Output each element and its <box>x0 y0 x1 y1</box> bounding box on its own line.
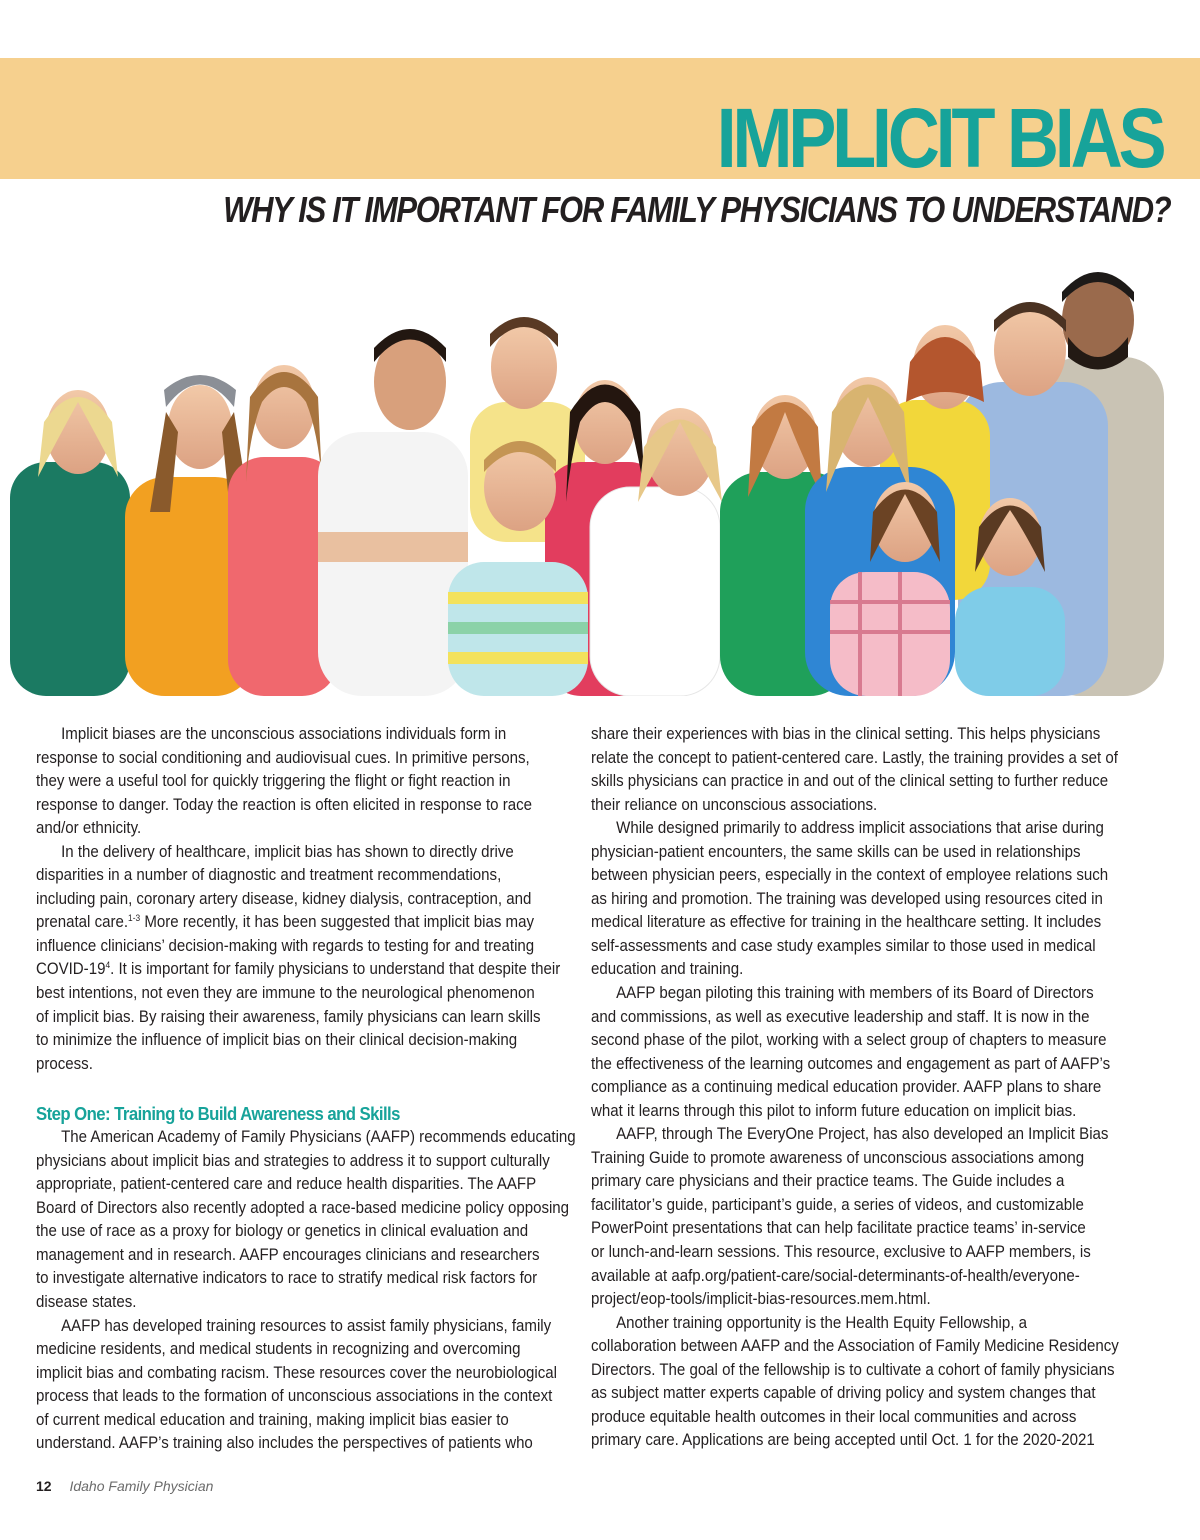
text-line: produce equitable health outcomes in their local communities and across <box>591 1407 1077 1426</box>
page-subtitle: WHY IS IT IMPORTANT FOR FAMILY PHYSICIANS TO UNDERSTAND? <box>222 189 1170 230</box>
text-line: Another training opportunity is the Health Equity Fellowship, a <box>616 1313 1027 1332</box>
right-column <box>591 723 1119 1453</box>
text-line <box>36 958 561 982</box>
group-of-people-illustration <box>0 262 1164 696</box>
text-line: response to social conditioning and audiovisual cues. In primitive persons, <box>36 748 530 767</box>
text-line: physicians about implicit bias and strategies to address it to support culturally <box>36 1151 550 1170</box>
text-line: implicit bias and combating racism. These resources cover the neurobiological <box>36 1363 558 1382</box>
left-column <box>36 723 576 1456</box>
text-fragment: COVID-19 <box>36 960 106 979</box>
text-line: self-assessments and case study examples similar to those used in medical <box>591 936 1096 955</box>
page-number: 12 <box>36 1478 52 1494</box>
text-line: medical literature as effective for training in the healthcare setting. It includes <box>591 913 1102 932</box>
text-line: The American Academy of Family Physicians (AAFP) recommends educating <box>61 1128 576 1147</box>
text-line: or lunch-and-learn sessions. This resource, exclusive to AAFP members, is <box>591 1243 1091 1262</box>
text-line: AAFP has developed training resources to assist family physicians, family <box>61 1316 552 1335</box>
text-line: response to danger. Today the reaction is often elicited in response to race <box>36 795 532 814</box>
text-line: to investigate alternative indicators to race to stratify medical risk factors for <box>36 1269 538 1288</box>
text-line: skills physicians can practice in and out of the clinical setting to further reduce <box>591 772 1109 791</box>
text-line: available at aafp.org/patient-care/social-determinants-of-health/everyone- <box>591 1266 1080 1285</box>
text-line: of implicit bias. By raising their awareness, family physicians can learn skills <box>36 1007 541 1026</box>
text-line: AAFP, through The EveryOne Project, has also developed an Implicit Bias <box>616 1125 1109 1144</box>
text-line: to minimize the influence of implicit bias on their clinical decision-making <box>36 1031 518 1050</box>
text-line: education and training. <box>591 960 744 979</box>
text-line: Implicit biases are the unconscious associations individuals form in <box>61 725 507 743</box>
text-line: and/or ethnicity. <box>36 819 142 838</box>
text-line: as subject matter experts capable of driving policy and system changes that <box>591 1384 1096 1403</box>
text-line: Training Guide to promote awareness of unconscious associations among <box>591 1148 1085 1167</box>
text-fragment: More recently, it has been suggested that implicit bias may <box>140 913 535 932</box>
text-line: influence clinicians’ decision-making with regards to testing for and treating <box>36 936 535 955</box>
text-line: process. <box>36 1054 93 1073</box>
text-line: medicine residents, and medical students in recognizing and overcoming <box>36 1340 521 1359</box>
group-photo <box>0 262 1164 696</box>
text-line: share their experiences with bias in the clinical setting. This helps physicians <box>591 725 1101 743</box>
text-line: primary care. Applications are being accepted until Oct. 1 for the 2020-2021 <box>591 1431 1095 1450</box>
text-line: the use of race as a proxy for biology or genetics in clinical evaluation and <box>36 1222 529 1241</box>
publication-name: Idaho Family Physician <box>69 1478 214 1494</box>
text-line: process that leads to the formation of unconscious associations in the context <box>36 1387 553 1406</box>
text-line: best intentions, not even they are immune to the neurological phenomenon <box>36 984 535 1003</box>
text-line: While designed primarily to address implicit associations that arise during <box>616 819 1104 838</box>
text-line: between physician peers, especially in the context of employee relations such <box>591 866 1109 885</box>
text-line: project/eop-tools/implicit-bias-resources.mem.html. <box>591 1290 931 1309</box>
text-line: disease states. <box>36 1293 137 1312</box>
citation-superscript: 4 <box>105 960 111 971</box>
text-line: AAFP began piloting this training with members of its Board of Directors <box>616 984 1094 1003</box>
text-line: management and in research. AAFP encourages clinicians and researchers <box>36 1245 540 1264</box>
text-line: collaboration between AAFP and the Association of Family Medicine Residency <box>591 1337 1119 1356</box>
text-line: Board of Directors also recently adopted a race-based medicine policy opposing <box>36 1198 570 1217</box>
text-line: In the delivery of healthcare, implicit bias has shown to directly drive <box>61 842 514 861</box>
text-line: second phase of the pilot, working with a select group of chapters to measure <box>591 1031 1107 1050</box>
text-line: disparities in a number of diagnostic and treatment recommendations, <box>36 866 502 885</box>
text-line: their reliance on unconscious associations. <box>591 795 878 814</box>
page-footer <box>36 1478 213 1494</box>
text-fragment: . It is important for family physicians to understand that despite their <box>110 960 561 979</box>
text-line: PowerPoint presentations that can help facilitate practice teams’ in-service <box>591 1219 1086 1238</box>
spacer <box>36 1076 538 1102</box>
text-line: including pain, coronary artery disease, kidney dialysis, contraception, and <box>36 889 532 908</box>
section-heading: Step One: Training to Build Awareness and Skills <box>36 1104 400 1125</box>
text-line: understand. AAFP’s training also includes the perspectives of patients who <box>36 1434 533 1453</box>
text-line: as hiring and promotion. The training was developed using resources cited in <box>591 889 1103 908</box>
text-line: the effectiveness of the learning outcomes and engagement as part of AAFP’s <box>591 1054 1111 1073</box>
text-line: physician-patient encounters, the same skills can be used in relationships <box>591 842 1081 861</box>
text-line: of current medical education and training, making implicit bias easier to <box>36 1410 509 1429</box>
text-line: relate the concept to patient-centered care. Lastly, the training provides a set of <box>591 748 1118 767</box>
page-title: IMPLICIT BIAS <box>716 91 1162 185</box>
text-line: compliance as a continuing medical education provider. AAFP plans to share <box>591 1078 1102 1097</box>
text-line <box>36 911 538 935</box>
text-line: Directors. The goal of the fellowship is to cultivate a cohort of family physicians <box>591 1360 1115 1379</box>
text-line: and commissions, as well as executive leadership and staff. It is now in the <box>591 1007 1090 1026</box>
text-line: they were a useful tool for quickly triggering the flight or fight reaction in <box>36 772 511 791</box>
text-line: appropriate, patient-centered care and reduce health disparities. The AAFP <box>36 1175 537 1194</box>
citation-superscript: 1-3 <box>128 913 141 924</box>
text-line: primary care physicians and their practice teams. The Guide includes a <box>591 1172 1065 1191</box>
text-fragment: prenatal care. <box>36 913 129 932</box>
text-line: what it learns through this pilot to inform future education on implicit bias. <box>591 1101 1077 1120</box>
text-line: facilitator’s guide, participant’s guide, a series of videos, and customizable <box>591 1195 1084 1214</box>
